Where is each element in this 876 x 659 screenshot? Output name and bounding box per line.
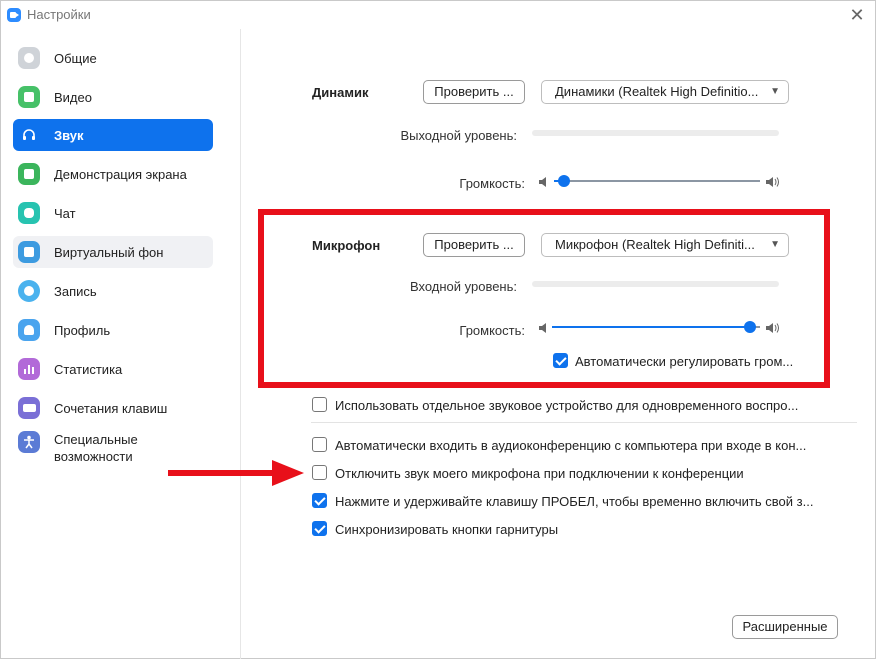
- advanced-button[interactable]: Расширенные: [732, 615, 838, 639]
- sidebar-item-statistics[interactable]: [13, 353, 213, 385]
- profile-icon: [18, 319, 40, 341]
- separate-audio-device-checkbox[interactable]: [312, 397, 327, 412]
- sidebar-item-label: Звук: [54, 127, 84, 143]
- output-level-meter: [532, 130, 779, 136]
- sidebar-item-label-line2: возможности: [54, 449, 133, 464]
- sidebar-item-label: Статистика: [54, 361, 123, 377]
- auto-join-audio-label: Автоматически входить в аудиоконференцию с компьютера при входе в кон...: [335, 438, 807, 453]
- speaker-volume-label: Громкость:: [459, 176, 525, 191]
- sidebar-item-label: Видео: [54, 89, 92, 105]
- sidebar-item-keyboard-shortcuts[interactable]: [13, 392, 213, 424]
- sidebar-item-label: Демонстрация экрана: [54, 166, 187, 182]
- input-level-label: Входной уровень:: [409, 279, 517, 294]
- mute-mic-on-join-checkbox[interactable]: [312, 465, 327, 480]
- speaker-volume-slider[interactable]: [554, 173, 760, 189]
- microphone-section-label: Микрофон: [312, 238, 381, 253]
- speaker-device-select[interactable]: [541, 80, 789, 104]
- sidebar-item-share-screen[interactable]: [13, 158, 213, 190]
- sidebar-item-video[interactable]: [13, 81, 213, 113]
- title-bar: [1, 1, 875, 29]
- microphone-device-value: Микрофон (Realtek High Definiti...: [555, 237, 755, 252]
- share-screen-icon: [18, 163, 40, 185]
- speaker-section-label: Динамик: [312, 85, 369, 100]
- headphones-icon: [18, 124, 40, 146]
- sync-headset-buttons-label: Синхронизировать кнопки гарнитуры: [335, 522, 559, 537]
- speaker-device-value: Динамики (Realtek High Definitio...: [555, 84, 759, 99]
- speaker-high-icon: [765, 176, 780, 188]
- sidebar-item-general[interactable]: [13, 42, 213, 74]
- window-title: Настройки: [27, 7, 91, 22]
- sidebar-item-recording[interactable]: [13, 275, 213, 307]
- keyboard-icon: [18, 397, 40, 419]
- statistics-icon: [18, 358, 40, 380]
- speaker-low-icon: [538, 176, 550, 188]
- red-arrow-annotation: [168, 460, 304, 486]
- sidebar-item-audio[interactable]: [13, 119, 213, 151]
- slider-thumb[interactable]: [558, 175, 570, 187]
- sidebar: [1, 29, 241, 659]
- microphone-highlight-box: [258, 209, 830, 388]
- separate-audio-device-label: Использовать отдельное звуковое устройство для одновременного воспро...: [335, 398, 799, 413]
- sidebar-item-chat[interactable]: [13, 197, 213, 229]
- output-level-label: Выходной уровень:: [400, 128, 517, 143]
- accessibility-icon: [18, 431, 40, 453]
- test-speaker-button[interactable]: Проверить ...: [423, 80, 525, 104]
- push-to-talk-checkbox[interactable]: [312, 493, 327, 508]
- sidebar-item-label: Запись: [54, 283, 97, 299]
- auto-join-audio-checkbox[interactable]: [312, 437, 327, 452]
- record-icon: [18, 280, 40, 302]
- gear-icon: [18, 47, 40, 69]
- zoom-app-icon: [7, 8, 21, 22]
- sidebar-item-label: [54, 431, 138, 465]
- options-divider: [311, 422, 857, 423]
- push-to-talk-label: Нажмите и удерживайте клавишу ПРОБЕЛ, чтобы временно включить свой з...: [335, 494, 814, 509]
- chevron-down-icon: ▼: [770, 86, 780, 97]
- sidebar-item-label: Профиль: [54, 322, 111, 338]
- sync-headset-buttons-checkbox[interactable]: [312, 521, 327, 536]
- sidebar-item-profile[interactable]: [13, 314, 213, 346]
- sidebar-item-label: Виртуальный фон: [54, 244, 164, 260]
- sidebar-item-label: Чат: [54, 205, 76, 221]
- mute-mic-on-join-label: Отключить звук моего микрофона при подключении к конференции: [335, 466, 744, 481]
- slider-track-remaining: [564, 180, 760, 182]
- video-icon: [18, 86, 40, 108]
- sidebar-item-label: Сочетания клавиш: [54, 400, 168, 416]
- chat-icon: [18, 202, 40, 224]
- sidebar-item-virtual-background[interactable]: [13, 236, 213, 268]
- close-icon[interactable]: ✕: [849, 5, 865, 25]
- sidebar-item-label-line1: Специальные: [54, 432, 138, 447]
- chevron-down-icon: ▼: [770, 239, 780, 250]
- sidebar-item-label: Общие: [54, 50, 97, 66]
- microphone-volume-label: Громкость:: [459, 323, 525, 338]
- auto-adjust-volume-label: Автоматически регулировать гром...: [575, 354, 794, 369]
- test-microphone-button[interactable]: Проверить ...: [423, 233, 525, 257]
- virtual-background-icon: [18, 241, 40, 263]
